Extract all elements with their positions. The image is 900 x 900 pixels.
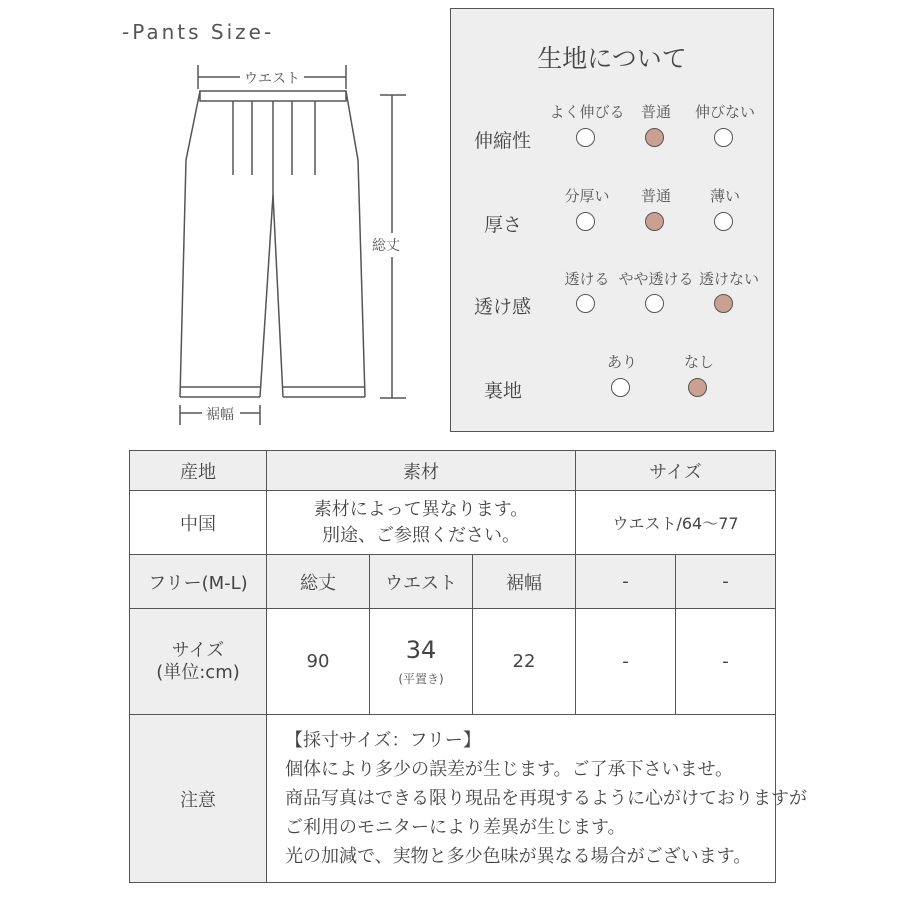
sheerness-option-slight: やや透ける xyxy=(618,270,694,288)
material-line-2: 別途、ご参照ください。 xyxy=(322,524,520,546)
waist-measure-label: ウエスト xyxy=(244,71,300,87)
col-length: 総丈 xyxy=(267,555,370,609)
col-hem: 裾幅 xyxy=(473,555,576,609)
size-header: サイズ xyxy=(576,451,776,491)
stretch-radio-high xyxy=(576,128,595,147)
sheerness-radio-slight xyxy=(645,294,664,313)
pants-size-title: -Pants Size- xyxy=(122,20,275,44)
col-empty-2: - xyxy=(676,555,776,609)
stretch-option-high: よく伸びる xyxy=(549,103,625,121)
stretch-option-none: 伸びない xyxy=(694,103,755,121)
fabric-panel-title: 生地について xyxy=(537,44,687,73)
col-waist: ウエスト xyxy=(370,555,473,609)
thickness-option-thin: 薄い xyxy=(709,187,740,205)
waist-flat-note: (平置き) xyxy=(398,672,444,686)
sheerness-label: 透け感 xyxy=(474,296,532,318)
notes-label: 注意 xyxy=(130,715,267,883)
lining-option-yes: あり xyxy=(606,353,637,371)
thickness-option-thick: 分厚い xyxy=(564,187,610,205)
length-measure-label: 総丈 xyxy=(372,238,400,254)
stretch-option-normal: 普通 xyxy=(640,103,671,121)
stretch-label: 伸縮性 xyxy=(474,130,532,152)
note-line-5: 光の加減で、実物と多少色味が異なる場合がございます。 xyxy=(285,846,752,867)
lining-radio-no xyxy=(688,378,707,397)
unit-label-line-2: (単位:cm) xyxy=(156,661,240,683)
thickness-option-normal: 普通 xyxy=(640,187,671,205)
sheerness-option-sheer: 透ける xyxy=(564,270,610,288)
stretch-radio-none xyxy=(714,128,733,147)
value-empty-2: - xyxy=(676,609,776,715)
size-row-label: フリー(M-L) xyxy=(130,555,267,609)
unit-label xyxy=(130,609,267,715)
value-waist-cell xyxy=(370,609,473,715)
material-header: 素材 xyxy=(267,451,576,491)
lining-option-no: なし xyxy=(683,353,714,371)
thickness-radio-thick xyxy=(576,212,595,231)
material-value xyxy=(267,491,576,555)
sheerness-radio-none xyxy=(714,294,733,313)
note-line-2: 個体により多少の誤差が生じます。ご了承下さいませ。 xyxy=(285,759,734,780)
fabric-panel xyxy=(450,8,774,432)
lining-label: 裏地 xyxy=(484,380,523,402)
thickness-radio-thin xyxy=(714,212,733,231)
hem-measure-label: 裾幅 xyxy=(206,407,234,423)
thickness-radio-normal xyxy=(645,212,664,231)
thickness-label: 厚さ xyxy=(484,214,523,236)
origin-value: 中国 xyxy=(130,491,267,555)
stretch-radio-normal xyxy=(645,128,664,147)
value-hem: 22 xyxy=(473,609,576,715)
size-value: ウエスト/64～77 xyxy=(576,491,776,555)
sheerness-radio-sheer xyxy=(576,294,595,313)
material-line-1: 素材によって異なります。 xyxy=(313,498,529,520)
origin-header: 産地 xyxy=(130,451,267,491)
value-waist: 34 xyxy=(405,636,437,664)
unit-label-line-1: サイズ xyxy=(171,639,225,661)
value-length: 90 xyxy=(267,609,370,715)
col-empty-1: - xyxy=(576,555,676,609)
note-line-3: 商品写真はできる限り現品を再現するように心がけておりますが xyxy=(285,788,807,809)
sheerness-option-none: 透けない xyxy=(698,270,759,288)
note-line-4: ご利用のモニターにより差異が生じます。 xyxy=(285,817,626,838)
pants-diagram xyxy=(160,55,420,435)
note-line-1: 【採寸サイズ：フリー】 xyxy=(285,730,481,751)
lining-radio-yes xyxy=(611,378,630,397)
notes-cell xyxy=(267,715,807,883)
value-empty-1: - xyxy=(576,609,676,715)
spec-table xyxy=(129,450,807,883)
